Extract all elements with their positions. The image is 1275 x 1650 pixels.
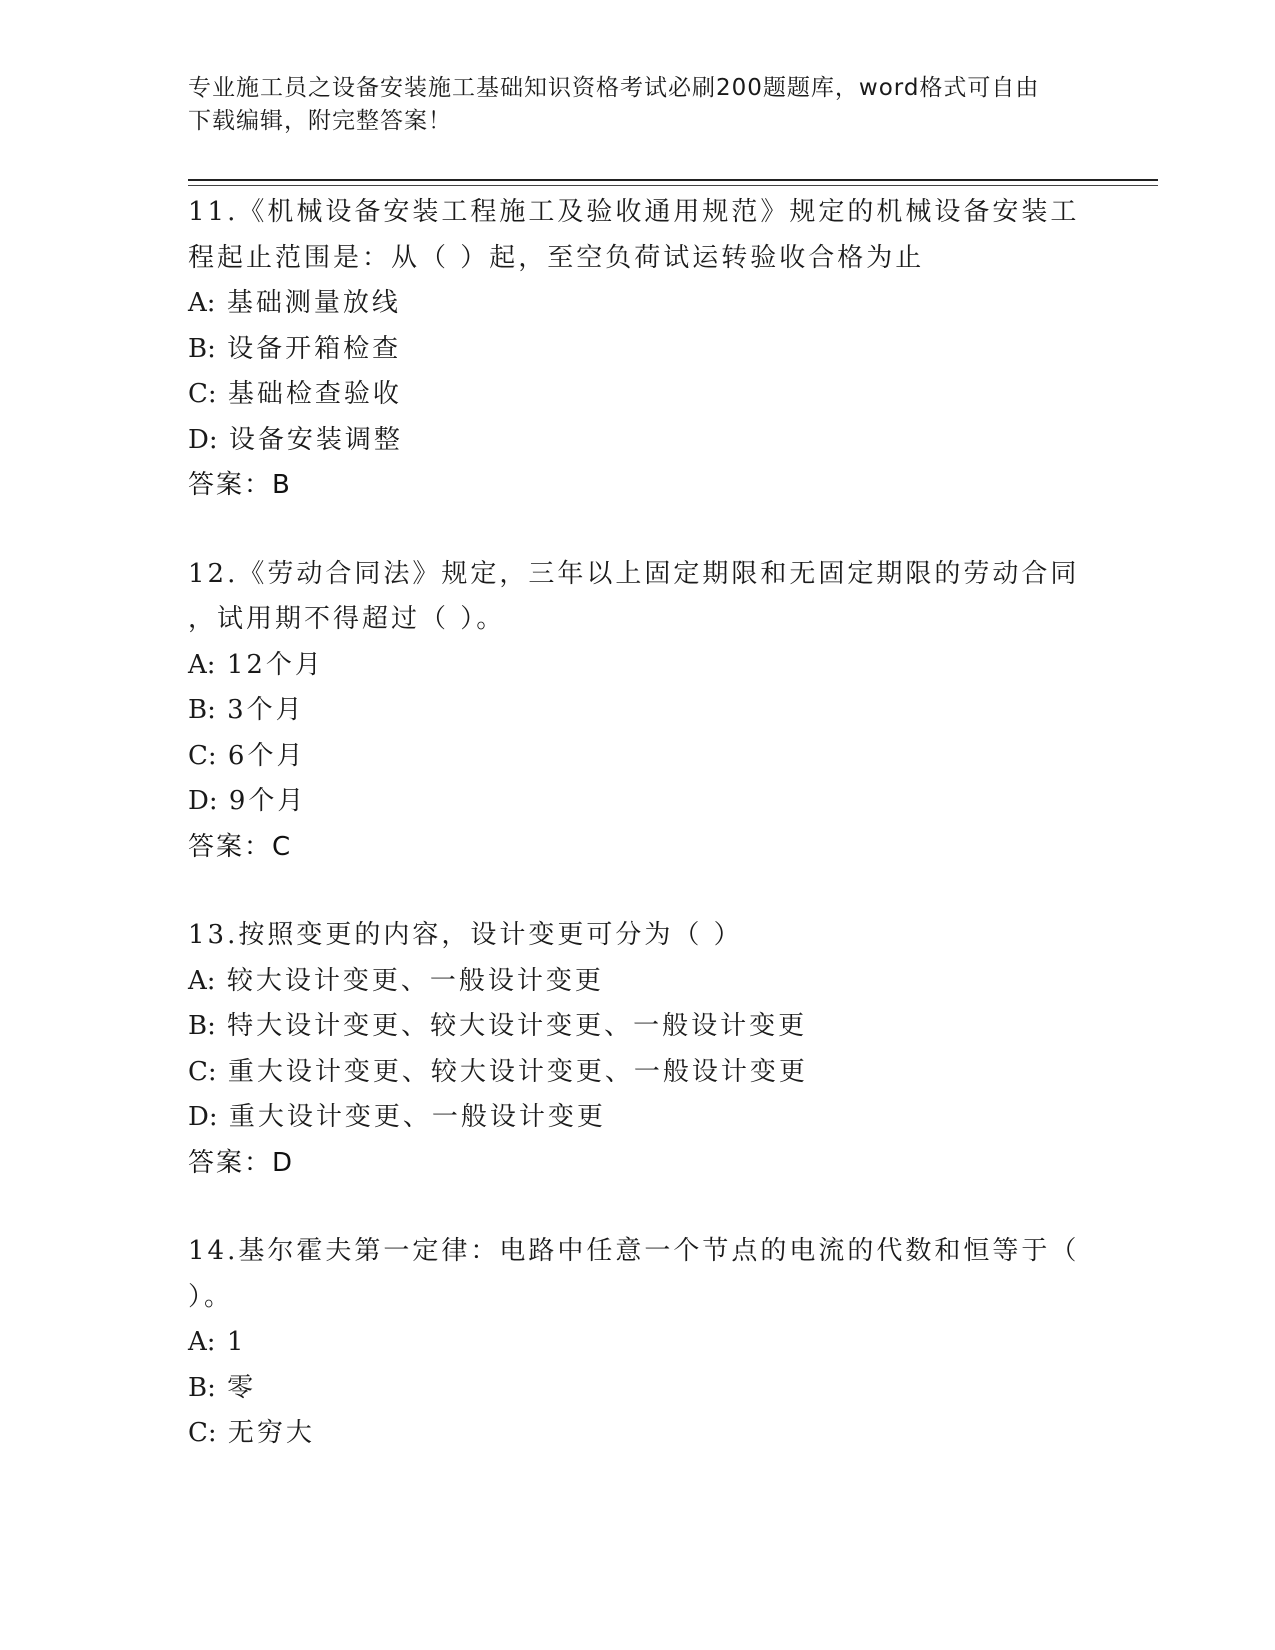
header-line-2: 下载编辑，附完整答案！ xyxy=(188,108,452,134)
option-b xyxy=(188,688,1088,734)
option-text: 12个月 xyxy=(226,649,324,680)
option-text: 3个月 xyxy=(227,695,305,725)
option-d xyxy=(188,1095,1088,1141)
question-stem-line: 程起止范围是：从（ ）起，至空负荷试运转验收合格为止 xyxy=(188,242,925,273)
option-text: 无穷大 xyxy=(227,1418,315,1448)
option-label: A: xyxy=(188,1327,216,1357)
option-label: D: xyxy=(188,1102,218,1132)
option-label: C: xyxy=(188,379,217,409)
option-text: 零 xyxy=(227,1372,257,1403)
option-c xyxy=(188,734,1088,780)
option-a xyxy=(188,1320,1088,1366)
option-text: 较大设计变更、一般设计变更 xyxy=(226,965,604,996)
option-label: B: xyxy=(188,695,216,725)
option-label: A: xyxy=(188,288,216,318)
question-14 xyxy=(188,1229,1088,1457)
option-text: 基础测量放线 xyxy=(226,288,401,318)
option-label: B: xyxy=(188,333,216,364)
option-text: 重大设计变更、一般设计变更 xyxy=(228,1102,606,1132)
header-divider-thin xyxy=(188,185,1158,186)
question-stem-line: ）。 xyxy=(188,1281,234,1312)
option-label: C: xyxy=(188,1418,217,1448)
question-11 xyxy=(188,190,1088,509)
option-text: 重大设计变更、较大设计变更、一般设计变更 xyxy=(227,1056,808,1087)
option-c xyxy=(188,1411,1088,1457)
document-header xyxy=(188,72,1088,138)
option-b xyxy=(188,327,1088,373)
option-label: D: xyxy=(188,424,218,455)
answer-line: 答案：C xyxy=(188,831,293,862)
option-a xyxy=(188,281,1088,327)
option-text: 基础检查验收 xyxy=(227,379,402,409)
option-label: D: xyxy=(188,786,218,816)
option-text: 特大设计变更、较大设计变更、一般设计变更 xyxy=(227,1011,808,1041)
header-line-1: 专业施工员之设备安装施工基础知识资格考试必刷200题题库，word格式可自由 xyxy=(188,75,1040,101)
answer-line: 答案：D xyxy=(188,1147,295,1178)
option-d xyxy=(188,779,1088,825)
option-text: 设备开箱检查 xyxy=(227,333,402,364)
question-stem-line: 13.按照变更的内容，设计变更可分为（ ） xyxy=(188,920,743,950)
question-stem-line: 11.《机械设备安装工程施工及验收通用规范》规定的机械设备安装工 xyxy=(188,197,1080,227)
option-label: A: xyxy=(188,965,216,996)
option-label: C: xyxy=(188,740,217,771)
option-text: 1 xyxy=(226,1327,247,1357)
question-stem-line: 14.基尔霍夫第一定律：电路中任意一个节点的电流的代数和恒等于（ xyxy=(188,1236,1080,1266)
option-label: B: xyxy=(188,1372,216,1403)
question-stem-line: 12.《劳动合同法》规定，三年以上固定期限和无固定期限的劳动合同 xyxy=(188,558,1080,589)
option-b xyxy=(188,1366,1088,1412)
option-label: B: xyxy=(188,1011,216,1041)
question-list xyxy=(188,190,1088,1500)
option-c xyxy=(188,372,1088,418)
option-text: 9个月 xyxy=(228,786,307,816)
option-c xyxy=(188,1050,1088,1096)
answer-line: 答案：B xyxy=(188,470,292,500)
header-divider-thick xyxy=(188,179,1158,181)
option-text: 6个月 xyxy=(227,740,306,771)
question-13 xyxy=(188,913,1088,1186)
option-d xyxy=(188,418,1088,464)
option-a xyxy=(188,959,1088,1005)
question-stem-line: ，试用期不得超过（ ）。 xyxy=(188,604,506,634)
option-b xyxy=(188,1004,1088,1050)
question-12 xyxy=(188,552,1088,871)
option-a xyxy=(188,643,1088,689)
option-label: C: xyxy=(188,1056,217,1087)
option-label: A: xyxy=(188,649,216,680)
option-text: 设备安装调整 xyxy=(228,424,403,455)
